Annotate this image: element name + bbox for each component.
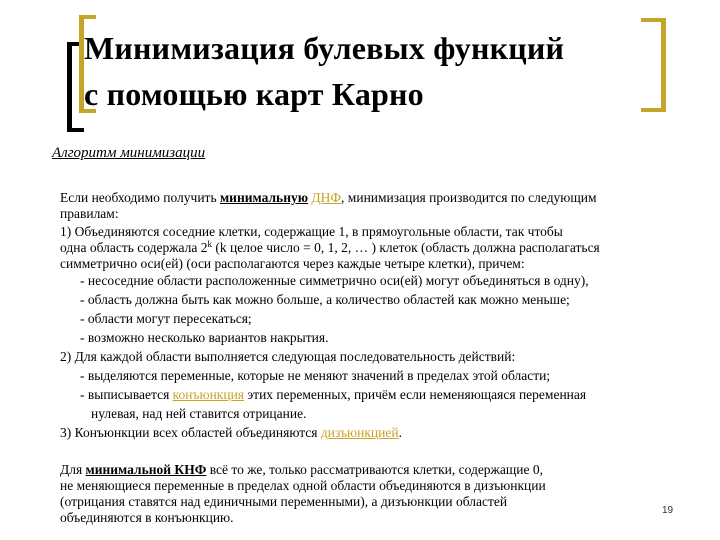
- rule1-line-3: симметрично оси(ей) (оси располагаются через каждые четыре клетки), причем:: [60, 256, 525, 271]
- rule1-bullet-3: - области могут пересекаться;: [80, 311, 252, 326]
- knf-line-2: не меняющиеся переменные в пределах одной области объединяются в дизъюнкции: [60, 478, 546, 493]
- rule1-line-1: 1) Объединяются соседние клетки, содержащие 1, в прямоугольные области, так чтобы: [60, 224, 563, 239]
- rule2-text: - выписывается: [80, 387, 173, 402]
- rule1-bullet-2: - область должна быть как можно больше, а количество областей как можно меньше;: [80, 292, 570, 307]
- rule2-text-end: этих переменных, причём если неменяющаяся переменная: [244, 387, 587, 402]
- term-link-dnf[interactable]: ДНФ: [311, 190, 342, 205]
- intro-text: Если необходимо получить: [60, 190, 220, 205]
- rule2-line-1: 2) Для каждой области выполняется следующая последовательность действий:: [60, 349, 516, 364]
- knf-line-1: [60, 462, 543, 478]
- slide-title-line-2: с помощью карт Карно: [84, 76, 424, 112]
- knf-line-3: (отрицания ставятся над единичными переменными), а дизъюнкции областей: [60, 494, 508, 509]
- rule3-text: 3) Конъюнкции всех областей объединяются: [60, 425, 321, 440]
- slide-title-line-1: Минимизация булевых функций: [84, 30, 565, 66]
- knf-line-4: объединяются в конъюнкцию.: [60, 510, 234, 525]
- intro-text-end: , минимизация производится по следующим: [341, 190, 597, 205]
- knf-text: Для: [60, 462, 86, 477]
- slide-number: 19: [662, 505, 674, 516]
- rule2-bullet-2-continuation: нулевая, над ней ставится отрицание.: [91, 406, 307, 421]
- intro-line-1: [60, 190, 597, 206]
- right-bracket-gold-decoration: [641, 18, 666, 112]
- exponent-k: k: [207, 239, 213, 249]
- rule2-bullet-2: [80, 387, 586, 403]
- rule2-bullet-1: - выделяются переменные, которые не меняют значений в пределах этой области;: [80, 368, 551, 383]
- term-link-conjunction[interactable]: конъюнкция: [172, 387, 245, 402]
- term-link-minimal-knf[interactable]: минимальной КНФ: [85, 462, 207, 477]
- term-link-minimal[interactable]: минимальную: [219, 190, 309, 205]
- rule1-text: одна область содержала 2: [60, 240, 208, 255]
- term-link-disjunction[interactable]: дизъюнкцией: [320, 425, 399, 440]
- rule1-bullet-4: - возможно несколько вариантов накрытия.: [80, 330, 329, 345]
- rule1-text-end: (k целое число = 0, 1, 2, … ) клеток (область должна располагаться: [212, 240, 600, 255]
- rule3-text-end: .: [398, 425, 402, 440]
- rule1-line-2: [60, 240, 600, 256]
- rule1-bullet-1: - несоседние области расположенные симметрично оси(ей) могут объединяться в одну),: [80, 273, 589, 288]
- knf-text-end: всё то же, только рассматриваются клетки, содержащие 0,: [206, 462, 543, 477]
- section-heading: Алгоритм минимизации: [52, 145, 206, 161]
- intro-line-2: правилам:: [60, 206, 119, 221]
- rule3-line: [60, 425, 402, 441]
